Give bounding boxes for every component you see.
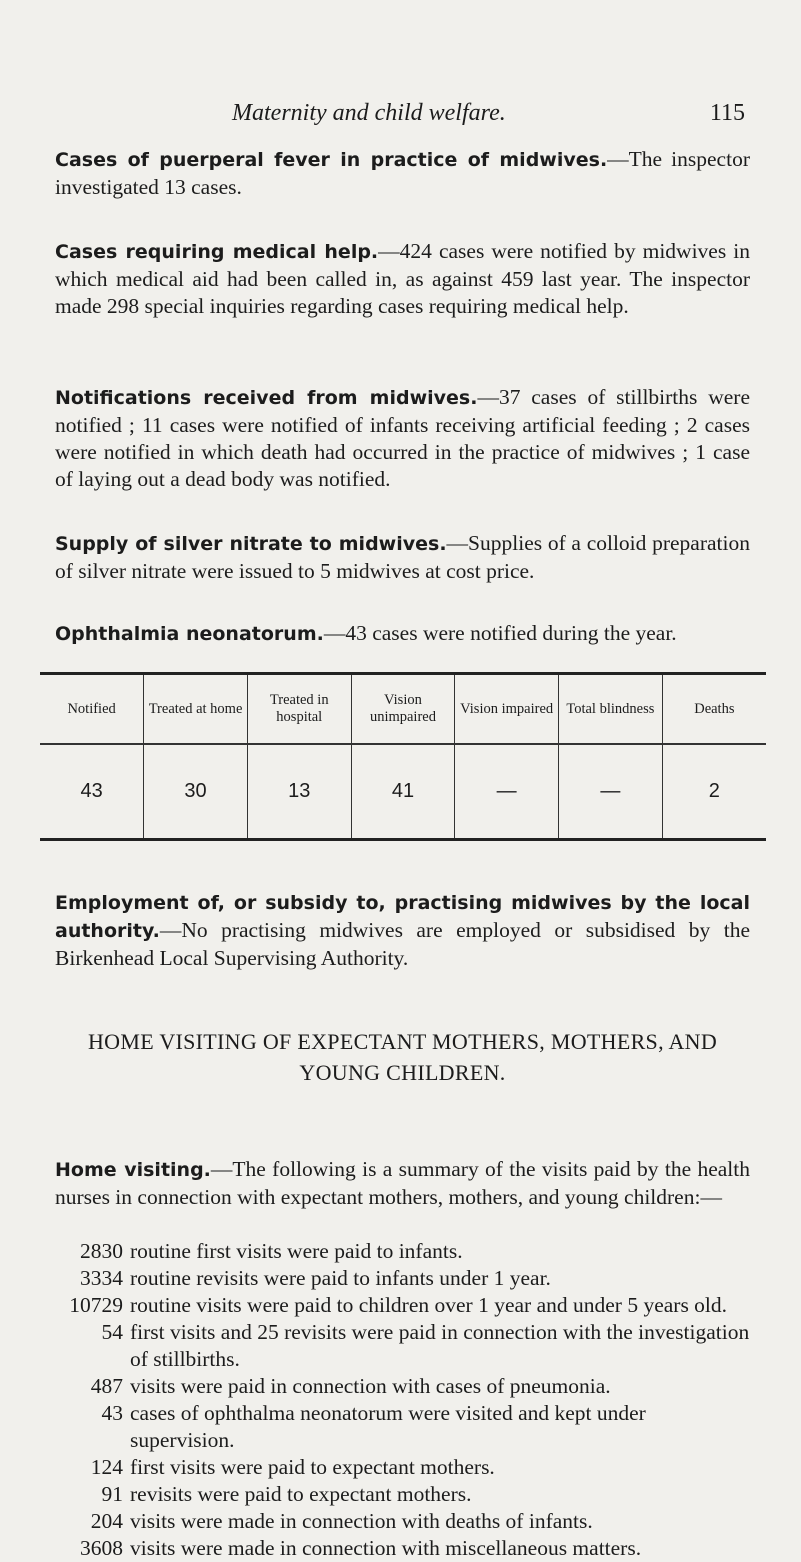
ophthalmia-text: —43 cases were notified during the year. bbox=[323, 621, 677, 645]
table-cell: — bbox=[455, 744, 559, 840]
visit-description: routine revisits were paid to infants under 1 year. bbox=[130, 1266, 551, 1290]
table-header-cell: Deaths bbox=[662, 674, 766, 745]
table-cell: 41 bbox=[351, 744, 455, 840]
visit-count: 204 bbox=[90, 1509, 123, 1533]
visits-list bbox=[55, 1238, 755, 1562]
silver-nitrate-paragraph bbox=[55, 530, 750, 585]
notifications-heading: Notifications received from midwives. bbox=[55, 387, 478, 409]
list-item bbox=[55, 1454, 755, 1481]
table-cell: — bbox=[559, 744, 663, 840]
visit-count: 10729 bbox=[69, 1293, 123, 1317]
visit-count: 2830 bbox=[80, 1239, 123, 1263]
table-header-row bbox=[40, 674, 766, 745]
visit-count: 3608 bbox=[80, 1536, 123, 1560]
employment-paragraph bbox=[55, 889, 750, 972]
medical-help-heading: Cases requiring medical help. bbox=[55, 241, 379, 263]
visit-count: 3334 bbox=[80, 1266, 123, 1290]
list-item bbox=[55, 1535, 755, 1562]
list-item bbox=[55, 1265, 755, 1292]
visit-description: routine first visits were paid to infants. bbox=[130, 1239, 463, 1263]
visit-description: cases of ophthalma neonatorum were visited and kept under supervision. bbox=[130, 1401, 646, 1452]
list-item bbox=[55, 1319, 755, 1373]
ophthalmia-paragraph bbox=[55, 620, 750, 648]
silver-nitrate-heading: Supply of silver nitrate to midwives. bbox=[55, 533, 447, 555]
puerperal-heading: Cases of puerperal fever in practice of midwives. bbox=[55, 149, 608, 171]
puerperal-paragraph bbox=[55, 146, 750, 201]
visit-count: 487 bbox=[90, 1374, 123, 1398]
visit-count: 43 bbox=[101, 1401, 123, 1425]
page-number: 115 bbox=[709, 100, 745, 126]
table-cell: 43 bbox=[80, 779, 103, 802]
table-cell: 30 bbox=[144, 744, 248, 840]
visit-description: visits were made in connection with deaths of infants. bbox=[130, 1509, 593, 1533]
medical-help-text: —424 cases were notified by midwives in which medical aid had been called in, as against 459 last year. The inspector made 298 special inquiries regarding cases requiring medical help. bbox=[55, 239, 750, 318]
table-cell: 13 bbox=[247, 744, 351, 840]
table-header-cell: Notified bbox=[40, 674, 144, 745]
visit-description: revisits were paid to expectant mothers. bbox=[130, 1482, 472, 1506]
notifications-paragraph bbox=[55, 384, 750, 493]
list-item bbox=[55, 1292, 755, 1319]
home-visiting-heading: Home visiting. bbox=[55, 1159, 211, 1181]
list-item bbox=[55, 1508, 755, 1535]
list-item bbox=[55, 1481, 755, 1508]
visit-description: first visits were paid to expectant mothers. bbox=[130, 1455, 495, 1479]
employment-heading: Employment of, or subsidy to, practising midwives by the local authority. bbox=[55, 892, 750, 942]
visit-description: visits were made in connection with miscellaneous matters. bbox=[130, 1536, 642, 1560]
notifications-text: —37 cases of stillbirths were notified ; 11 cases were notified of infants receiving artificial feeding ; 2 cases were notified in which death had occurred in the practice of midwives ; 1 case of laying out a dead body was notified. bbox=[55, 385, 750, 491]
list-item bbox=[55, 1400, 755, 1454]
table-cell: 2 bbox=[662, 744, 766, 840]
ophthalmia-heading: Ophthalmia neonatorum. bbox=[55, 623, 324, 645]
table-header-cell: Treated at home bbox=[144, 674, 248, 745]
visit-count: 124 bbox=[90, 1455, 123, 1479]
visit-description: first visits and 25 revisits were paid in connection with the investigation of stillbirths. bbox=[130, 1320, 750, 1371]
medical-help-paragraph bbox=[55, 238, 750, 320]
visit-description: visits were paid in connection with cases of pneumonia. bbox=[130, 1374, 611, 1398]
home-visiting-text: —The following is a summary of the visits paid by the health nurses in connection with expectant mothers, mothers, and young children:— bbox=[55, 1157, 750, 1209]
visit-description: routine visits were paid to children over 1 year and under 5 years old. bbox=[130, 1293, 728, 1317]
running-title: Maternity and child welfare. bbox=[232, 100, 506, 126]
table-header-cell: Treated in hospital bbox=[247, 674, 351, 745]
table-header-cell: Vision unimpaired bbox=[351, 674, 455, 745]
puerperal-text: —The inspector investigated 13 cases. bbox=[55, 147, 750, 199]
table-header-cell: Vision impaired bbox=[455, 674, 559, 745]
home-visiting-paragraph bbox=[55, 1156, 750, 1211]
silver-nitrate-text: —Supplies of a colloid preparation of silver nitrate were issued to 5 midwives at cost price. bbox=[55, 531, 751, 583]
visit-count: 54 bbox=[101, 1320, 123, 1344]
table-header-cell: Total blindness bbox=[559, 674, 663, 745]
employment-text: —No practising midwives are employed or subsidised by the Birkenhead Local Supervising Authority. bbox=[55, 918, 750, 970]
section-heading: HOME VISITING OF EXPECTANT MOTHERS, MOTHERS, AND YOUNG CHILDREN. bbox=[87, 1029, 718, 1085]
table-row bbox=[40, 744, 766, 840]
ophthalmia-table bbox=[40, 672, 766, 841]
running-header bbox=[0, 100, 801, 130]
visit-count: 91 bbox=[101, 1482, 123, 1506]
list-item bbox=[55, 1238, 755, 1265]
list-item bbox=[55, 1373, 755, 1400]
